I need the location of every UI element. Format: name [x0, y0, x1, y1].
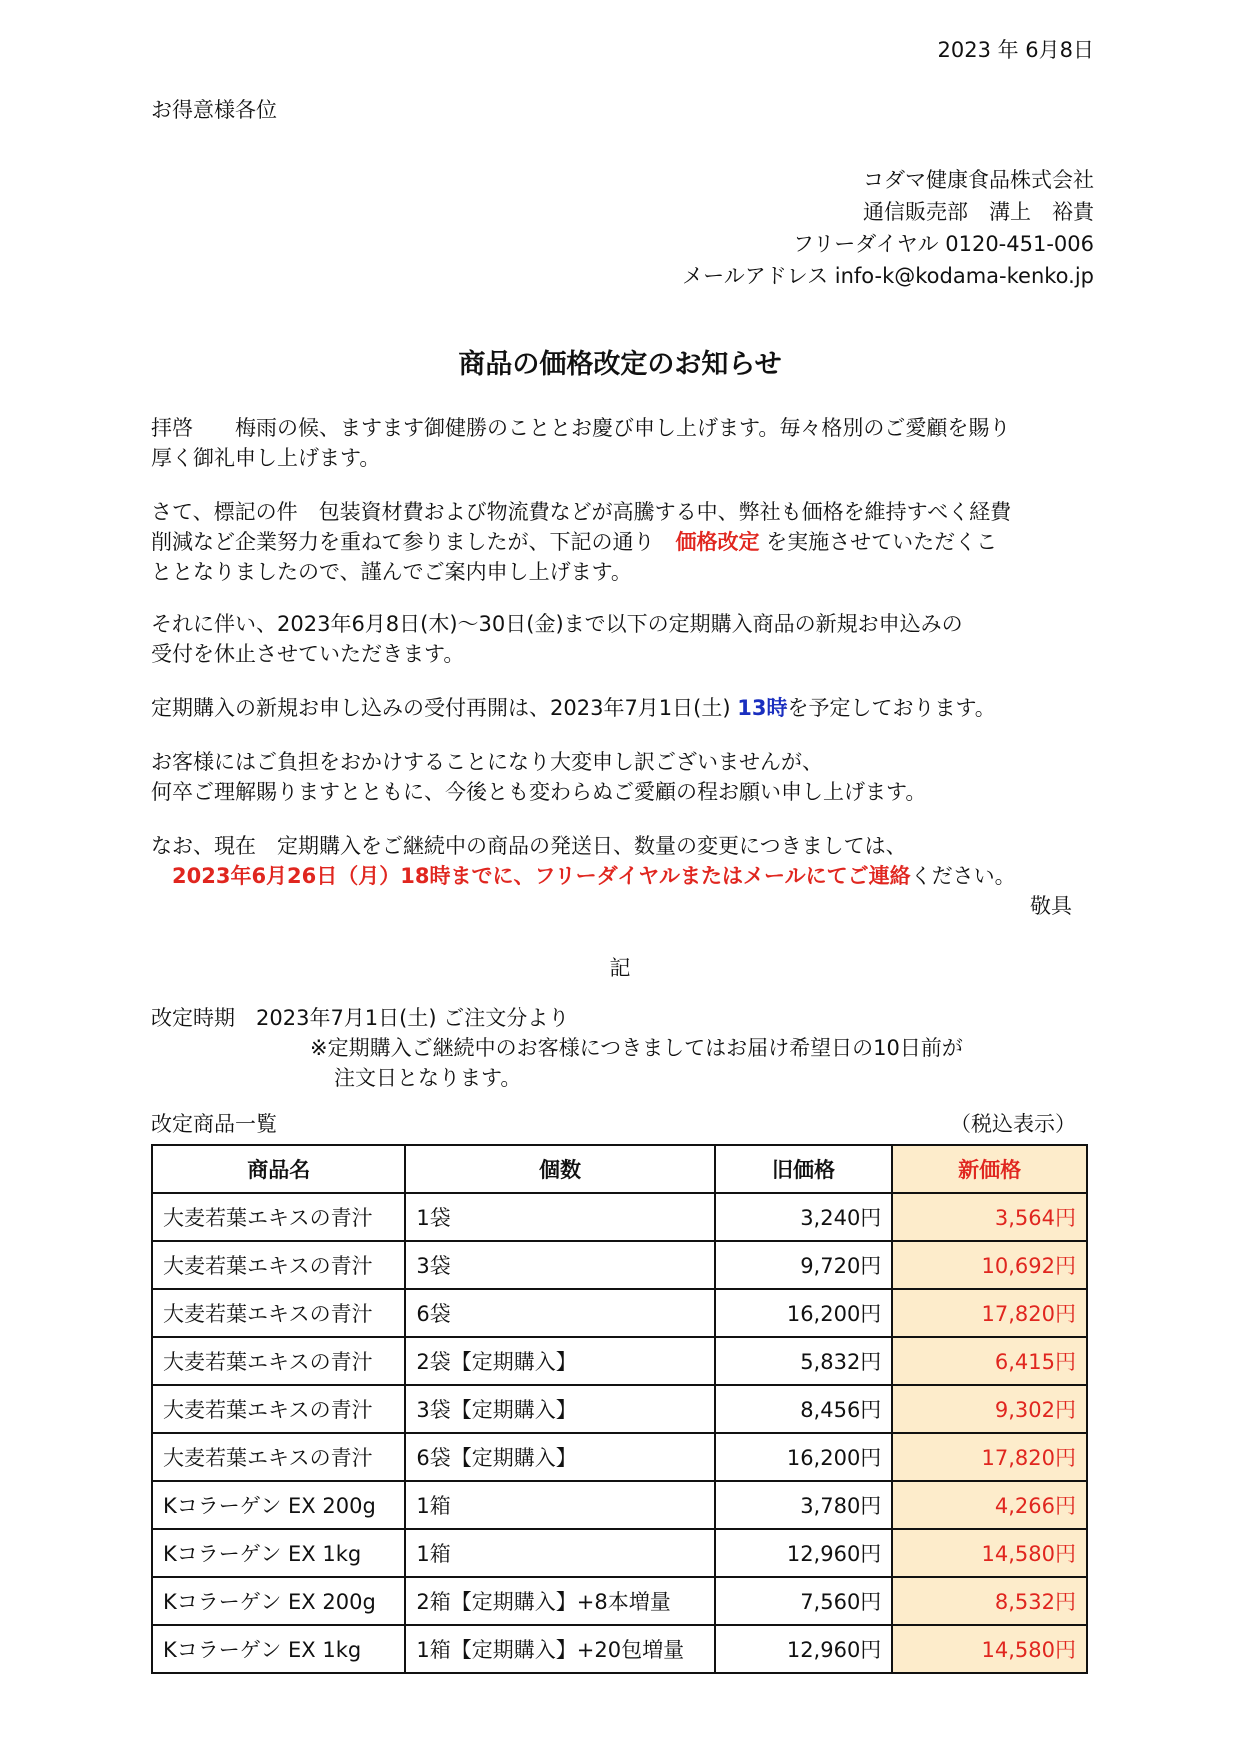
quantity: 6袋: [405, 1289, 714, 1337]
list-label: 改定商品一覧: [151, 1112, 277, 1136]
price-table: [151, 1144, 1088, 1674]
table-row: [152, 1625, 1087, 1673]
sender-company: コダマ健康食品株式会社: [863, 168, 1094, 192]
quantity: 3袋: [405, 1241, 714, 1289]
table-row: [152, 1481, 1087, 1529]
new-price: 3,564円: [892, 1193, 1087, 1241]
old-price: 7,560円: [715, 1577, 893, 1625]
table-row: [152, 1241, 1087, 1289]
suspension-line-1: それに伴い、2023年6月8日(木)～30日(金)まで以下の定期購入商品の新規お申込みの: [151, 612, 963, 636]
table-header-row: [152, 1145, 1087, 1193]
revision-note-1: ※定期購入ご継続中のお客様につきましてはお届け希望日の10日前が: [310, 1036, 963, 1060]
resume-after: を予定しております。: [787, 696, 996, 720]
table-row: [152, 1385, 1087, 1433]
resume-time-emphasis: 13時: [737, 696, 788, 720]
header-new-price: 新価格: [892, 1145, 1087, 1193]
resume-before: 定期購入の新規お申し込みの受付再開は、2023年7月1日(土): [151, 696, 738, 720]
tax-note: （税込表示）: [950, 1112, 1076, 1136]
apology-line-2: 何卒ご理解賜りますとともに、今後とも変わらぬご愛顧の程お願い申し上げます。: [151, 780, 927, 804]
new-price: 10,692円: [892, 1241, 1087, 1289]
price-revision-emphasis: 価格改定: [675, 530, 760, 554]
sender-department: 通信販売部 溝上 裕貴: [863, 200, 1094, 224]
product-name: 大麦若葉エキスの青汁: [152, 1289, 405, 1337]
table-row: [152, 1337, 1087, 1385]
new-price: 17,820円: [892, 1289, 1087, 1337]
old-price: 9,720円: [715, 1241, 893, 1289]
old-price: 12,960円: [715, 1529, 893, 1577]
addressee: お得意様各位: [151, 98, 277, 122]
old-price: 5,832円: [715, 1337, 893, 1385]
new-price: 17,820円: [892, 1433, 1087, 1481]
change-line-1: なお、現在 定期購入をご継続中の商品の発送日、数量の変更につきましては、: [151, 834, 907, 858]
quantity: 2箱【定期購入】+8本増量: [405, 1577, 714, 1625]
old-price: 8,456円: [715, 1385, 893, 1433]
new-price: 14,580円: [892, 1529, 1087, 1577]
old-price: 16,200円: [715, 1289, 893, 1337]
quantity: 1箱【定期購入】+20包増量: [405, 1625, 714, 1673]
closing-keigu: 敬具: [1030, 894, 1072, 918]
product-name: Kコラーゲン EX 200g: [152, 1481, 405, 1529]
old-price: 3,780円: [715, 1481, 893, 1529]
resume-line: [151, 692, 996, 724]
notice-line-2: [151, 526, 997, 558]
old-price: 3,240円: [715, 1193, 893, 1241]
letter-date: 2023 年 6月8日: [937, 38, 1094, 62]
sender-phone: フリーダイヤル 0120-451-006: [793, 232, 1094, 256]
new-price: 8,532円: [892, 1577, 1087, 1625]
greeting-line-2: 厚く御礼申し上げます。: [151, 446, 381, 470]
quantity: 3袋【定期購入】: [405, 1385, 714, 1433]
new-price: 9,302円: [892, 1385, 1087, 1433]
quantity: 2袋【定期購入】: [405, 1337, 714, 1385]
quantity: 6袋【定期購入】: [405, 1433, 714, 1481]
product-name: 大麦若葉エキスの青汁: [152, 1433, 405, 1481]
quantity: 1袋: [405, 1193, 714, 1241]
product-name: Kコラーゲン EX 1kg: [152, 1625, 405, 1673]
product-name: 大麦若葉エキスの青汁: [152, 1241, 405, 1289]
change-line-2: [172, 860, 1016, 892]
greeting-line-1: 拝啓 梅雨の候、ますます御健勝のこととお慶び申し上げます。毎々格別のご愛顧を賜り: [151, 416, 1011, 440]
revision-period: 改定時期 2023年7月1日(土) ご注文分より: [151, 1006, 570, 1030]
notice-line-3: ととなりましたので、謹んでご案内申し上げます。: [151, 560, 632, 584]
notice-line-1: さて、標記の件 包装資材費および物流費などが高騰する中、弊社も価格を維持すべく経費: [151, 500, 1012, 524]
product-name: 大麦若葉エキスの青汁: [152, 1385, 405, 1433]
table-row: [152, 1433, 1087, 1481]
header-quantity: 個数: [405, 1145, 714, 1193]
product-name: 大麦若葉エキスの青汁: [152, 1193, 405, 1241]
header-old-price: 旧価格: [715, 1145, 893, 1193]
quantity: 1箱: [405, 1529, 714, 1577]
product-name: Kコラーゲン EX 1kg: [152, 1529, 405, 1577]
sender-email: メールアドレス info-k@kodama-kenko.jp: [682, 264, 1094, 288]
apology-line-1: お客様にはご負担をおかけすることになり大変申し訳ございませんが、: [151, 750, 823, 774]
revision-note-2: 注文日となります。: [334, 1066, 522, 1090]
product-name: 大麦若葉エキスの青汁: [152, 1337, 405, 1385]
new-price: 4,266円: [892, 1481, 1087, 1529]
notice-line-2a: 削減など企業努力を重ねて参りましたが、下記の通り: [151, 530, 676, 554]
old-price: 16,200円: [715, 1433, 893, 1481]
page-title: 商品の価格改定のお知らせ: [458, 349, 782, 380]
table-row: [152, 1193, 1087, 1241]
ki-heading: 記: [609, 956, 631, 980]
suspension-line-2: 受付を休止させていただきます。: [151, 642, 465, 666]
new-price: 14,580円: [892, 1625, 1087, 1673]
table-row: [152, 1577, 1087, 1625]
table-row: [152, 1289, 1087, 1337]
deadline-emphasis: 2023年6月26日（月）18時までに、フリーダイヤルまたはメールにてご連絡: [172, 864, 911, 888]
change-after: ください。: [910, 864, 1016, 888]
quantity: 1箱: [405, 1481, 714, 1529]
notice-line-2b: を実施させていただくこ: [759, 530, 998, 554]
table-row: [152, 1529, 1087, 1577]
old-price: 12,960円: [715, 1625, 893, 1673]
new-price: 6,415円: [892, 1337, 1087, 1385]
header-product: 商品名: [152, 1145, 405, 1193]
product-name: Kコラーゲン EX 200g: [152, 1577, 405, 1625]
